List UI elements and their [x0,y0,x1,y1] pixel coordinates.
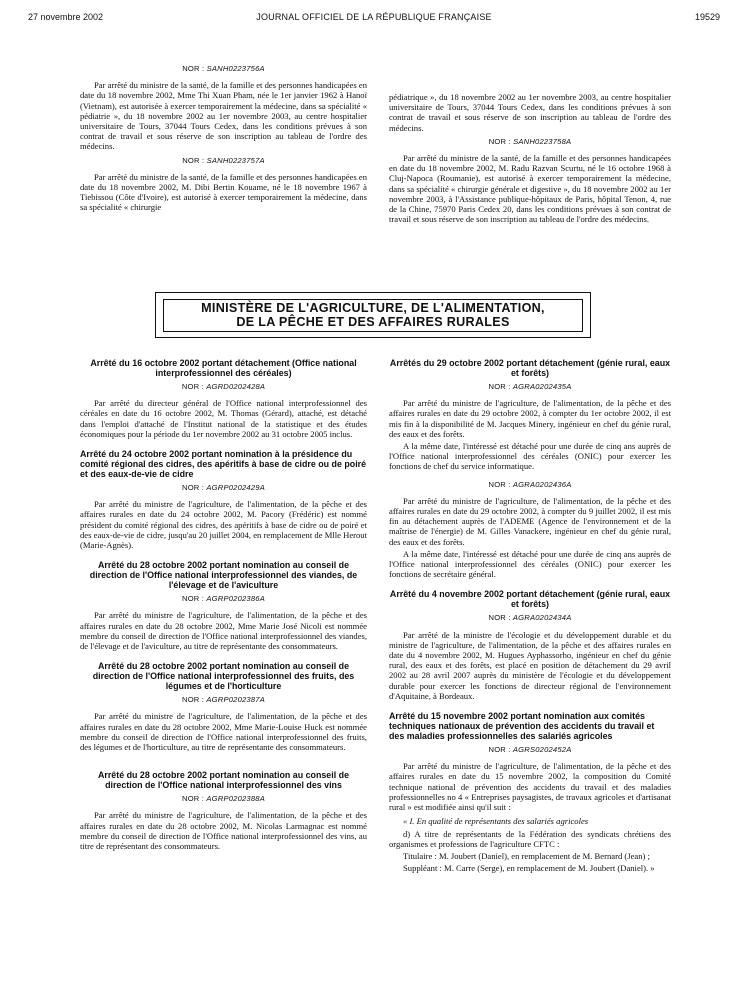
quoted-heading: « I. En qualité de représentants des salariés agricoles [403,816,589,827]
nor-reference: NOR : AGRA0202436A [488,479,572,489]
paragraph: Par arrêté de la ministre de l'écologie et du développement durable et du ministre de l'agriculture, de l'alimentation, de la pêche et des affaires rurales en date du 4 novembre 2002, M. Hugues Ayphassorho, ingénieur en chef du génie rural, des eaux et des forêts, est placé en position de détachement du 29 avril 2002 au 28 avril 2007 auprès du ministère de l'écologie et du développement durable pour exercer les fonctions de directeur régional de l'environnement d'Aquitaine, à Bordeaux. [389,629,671,701]
lower-left-column [80,352,367,853]
nor-reference: NOR : SANH0223756A [182,64,265,73]
paragraph: Par arrêté du ministre de l'agriculture, de l'alimentation, de la pêche et des affaires rurales en date du 24 octobre 2002, M. Pacory (Frédéric) est nommé président du comité régional des cidres, des apéritifs à base de cidre ou de poiré et des eaux-de-vie de cidre, jusqu'au 20 juillet 2004, en remplacement de Mlle Herout (Marie-Agnès). [80,499,367,551]
nor-reference: NOR : AGRP0202386A [182,594,265,604]
paragraph: d) A titre de représentants de la Fédération des syndicats chrétiens des organismes et professions de l'agriculture CFTC : [389,828,671,849]
paragraph: Par arrêté du ministre de la santé, de la famille et des personnes handicapées en date du 18 novembre 2002, Mme Thi Xuan Pham, née le 1er janvier 1962 à Hanoï (Vietnam), est autorisée à exercer temporairement la médecine, dans sa spécialité « pédiatrie », du 18 novembre 2002 au 1er novembre 2003, au centre hospitalier universitaire de Tours, 37044 Tours Cedex, dans les conditions prévues à son contrat de travail et sous réserve de son inscription au tableau de l'ordre des médecins. [80,80,367,152]
paragraph: Suppléant : M. Carre (Serge), en remplacement de M. Joubert (Daniel). » [403,863,655,874]
paragraph: Par arrêté du ministre de la santé, de la famille et des personnes handicapées en date du 18 novembre 2002, M. Radu Razvan Scurtu, né le 16 octobre 1968 à Cluj-Napoca (Roumanie), est autorisé à exercer temporairement la médecine, dans sa spécialité « chirurgie générale et digestive », du 18 novembre 2002 au 1er novembre 2003, à l'Assistance publique-hôpitaux de Paris, hôpital Tenon, 4, rue de la Chine, 75970 Paris Cedex 20, dans les conditions prévues à son contrat de travail et sous réserve de son inscription au tableau de l'ordre des médecins. [389,153,671,225]
nor-reference: NOR : AGRP0202387A [182,695,265,705]
nor-reference: NOR : AGRA0202435A [488,382,572,391]
lower-right-column [389,352,671,875]
decree-title: Arrêté du 16 octobre 2002 portant détachement (Office national interprofessionnel des céréales) [90,358,357,378]
decree-title: Arrêté du 28 octobre 2002 portant nomination au conseil de direction de l'Office national interprofessionnel des fruits, des légumes et de l'horticulture [92,661,355,692]
top-right-column [389,92,671,226]
paragraph: Par arrêté du ministre de l'agriculture, de l'alimentation, de la pêche et des affaires rurales en date du 28 octobre 2002, Mme Marie José Nicoli est nommée membre du conseil de direction de l'Office national interprofessionnel des viandes, de l'élevage et de l'aviculture, au titre de représentante des consommateurs. [80,610,367,652]
ministry-title-line2: DE LA PÊCHE ET DES AFFAIRES RURALES [236,314,510,329]
paragraph: Par arrêté du ministre de l'agriculture, de l'alimentation, de la pêche et des affaires rurales en date du 29 octobre 2002, à compter du 1er octobre 2002, il est mis fin à la disponibilité de M. Jacques Minery, ingénieur en chef du génie rural, des eaux et des forêts. [389,398,671,439]
paragraph: Par arrêté du ministre de l'agriculture, de l'alimentation, de la pêche et des affaires rurales en date du 15 novembre 2002, la composition du Comité technique national de prévention des accidents du travail et des maladies professionnelles no 4 « Entreprises paysagistes, de travaux agricoles et d'artisanat rural » est modifiée ainsi qu'il suit : [389,761,671,813]
nor-reference: NOR : AGRP0202388A [182,794,265,804]
paragraph: A la même date, l'intéressé est détaché pour une durée de cinq ans auprès de l'Office national interprofessionnel des céréales (ONIC) pour exercer les fonctions de chef du service informatique. [389,441,671,472]
header-journal-title: JOURNAL OFFICIEL DE LA RÉPUBLIQUE FRANÇAISE [256,12,492,22]
ministry-banner [155,292,591,338]
decree-title: Arrêté du 28 octobre 2002 portant nomination au conseil de direction de l'Office national interprofessionnel des vins [97,770,350,791]
paragraph: Par arrêté du ministre de l'agriculture, de l'alimentation, de la pêche et des affaires rurales en date du 28 octobre 2002, Mme Marie-Louise Huck est nommée membre du conseil de direction de l'Office national interprofessionnel des fruits, des légumes et de l'horticulture, au titre de représentante des consommateurs. [80,711,367,753]
decree-title: Arrêté du 24 octobre 2002 portant nomination à la présidence du comité régional des cidres, des apéritifs à base de cidre ou de poiré et des eaux-de-vie de cidre [80,449,367,480]
header-date: 27 novembre 2002 [28,12,104,22]
nor-reference: NOR : AGRD0202428A [181,382,266,391]
page-header [28,12,720,26]
nor-reference: NOR : SANH0223758A [488,136,572,146]
paragraph: Par arrêté du ministre de la santé, de la famille et des personnes handicapées en date du 18 novembre 2002, M. Dibi Bertin Kouame, né le 18 novembre 1967 à Tiebissou (Côte d'Ivoire), est autorisé à exercer temporairement la médecine, dans sa spécialité « chirurgie [80,171,367,213]
decree-title: Arrêtés du 29 octobre 2002 portant détachement (génie rural, eaux et forêts) [389,358,671,378]
decree-title: Arrêté du 4 novembre 2002 portant détachement (génie rural, eaux et forêts) [389,589,671,610]
nor-reference: NOR : AGRP0202429A [182,483,265,493]
nor-reference: NOR : SANH0223757A [182,155,265,165]
nor-reference: NOR : AGRA0202434A [488,613,572,623]
paragraph: Par arrêté du directeur général de l'Office national interprofessionnel des céréales en date du 16 octobre 2002, M. Thomas (Gérard), attaché, est détaché dans l'emploi d'attaché de l'Institut national de la statistique et des études économiques pour la période du 1er novembre 2002 au 31 octobre 2005 inclus. [80,398,367,439]
paragraph: Par arrêté du ministre de l'agriculture, de l'alimentation, de la pêche et des affaires rurales en date du 28 octobre 2002, M. Nicolas Larmagnac est nommé membre du conseil de direction de l'Office national interprofessionnel des vins, au titre de représentant des consommateurs. [80,810,367,852]
header-page-number: 19529 [694,12,720,22]
top-left-column [80,60,367,215]
paragraph: A la même date, l'intéressé est détaché pour une durée de cinq ans auprès de l'Office national interprofessionnel des céréales (ONIC) pour exercer les fonctions de secrétaire général. [389,548,671,580]
paragraph: pédiatrique », du 18 novembre 2002 au 1er novembre 2003, au centre hospitalier universitaire de Tours, 37044 Tours Cedex, dans les conditions prévues à son contrat de travail et sous réserve de son inscription au tableau de l'ordre des médecins. [389,92,671,133]
ministry-title-line1: MINISTÈRE DE L'AGRICULTURE, DE L'ALIMENTATION, [201,300,545,315]
decree-title: Arrêté du 15 novembre 2002 portant nomination aux comités techniques nationaux de prévention des accidents du travail et des maladies professionnelles des salariés agricoles [389,711,655,742]
paragraph: Par arrêté du ministre de l'agriculture, de l'alimentation, de la pêche et des affaires rurales en date du 29 octobre 2002, à compter du 9 juillet 2002, il est mis fin au détachement auprès de l'ADEME (Agence de l'environnement et de la maîtrise de l'énergie) de M. Gilles Vanackere, ingénieur en chef du génie rural, des eaux et des forêts. [389,495,671,547]
nor-reference: NOR : AGRS0202452A [488,745,572,755]
paragraph: Titulaire : M. Joubert (Daniel), en remplacement de M. Bernard (Jean) ; [403,850,650,861]
decree-title: Arrêté du 28 octobre 2002 portant nomination au conseil de direction de l'Office national interprofessionnel des viandes, de l'élevage et de l'aviculture [89,560,358,591]
